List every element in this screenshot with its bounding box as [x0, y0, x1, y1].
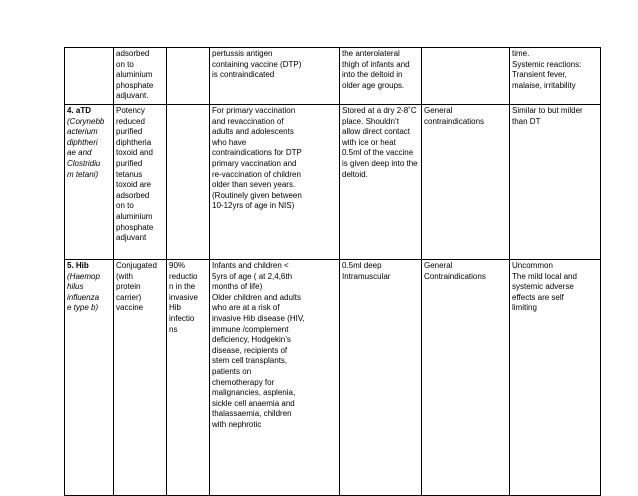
contraindications-line: General [424, 106, 453, 115]
cell-name [65, 260, 114, 496]
indications-line: Older children and adults [212, 292, 301, 302]
indications-line: who have [212, 137, 247, 147]
contraindications-line: Contraindications [424, 271, 486, 281]
organism-name-line: (Haemop [67, 271, 100, 281]
indications-line: malignancies, asplenia, [212, 388, 296, 398]
cell-composition [114, 260, 167, 496]
dose-route-line: is given deep into the [342, 158, 418, 168]
efficacy-line: Hib [169, 303, 182, 313]
cell-indications [210, 105, 340, 260]
organism-name-line: m tetani) [67, 169, 99, 179]
indications-line: patients on [212, 366, 252, 376]
organism-name-line: e type b) [67, 303, 99, 313]
composition-line: purified [116, 158, 143, 168]
organism-name-line: Clostridiu [67, 158, 101, 168]
adverse-effects-line: The mild local and [512, 271, 577, 281]
adverse-effects-line: Transient fever, [512, 70, 567, 80]
composition-line: aluminium [116, 211, 153, 221]
adverse-effects-line: limiting [512, 303, 537, 313]
cell-dose-route [340, 105, 422, 260]
dose-route-line: 0.5ml of the vaccine [342, 148, 414, 158]
table-row [65, 48, 601, 105]
cell-efficacy [167, 48, 210, 105]
dose-route-line: allow direct contact [342, 127, 411, 137]
composition-line: phosphate [116, 222, 154, 232]
composition-line: on to [116, 59, 134, 69]
indications-line: re-vaccination of children [212, 169, 301, 179]
cell-efficacy [167, 260, 210, 496]
composition-line: adjuvant [116, 233, 147, 243]
efficacy-line: 90% [169, 261, 186, 270]
contraindications-line: General [424, 261, 453, 270]
adverse-effects-line: than DT [512, 116, 541, 126]
indications-line: For primary vaccination [212, 106, 296, 115]
cell-efficacy [167, 105, 210, 260]
vaccine-name: 5. Hib [67, 261, 89, 270]
efficacy-line: invasive [169, 292, 198, 302]
organism-name-line: ae and [67, 148, 92, 158]
efficacy-line: reductio [169, 271, 198, 281]
indications-line: immune /complement [212, 324, 289, 334]
composition-line: adsorbed [116, 49, 150, 58]
composition-line: reduced [116, 116, 145, 126]
table-row [65, 260, 601, 496]
cell-indications [210, 48, 340, 105]
composition-line: aluminium [116, 70, 153, 80]
indications-line: Infants and children < [212, 261, 289, 270]
indications-line: primary vaccination and [212, 158, 297, 168]
adverse-effects-line: Systemic reactions: [512, 59, 582, 69]
dose-route-line: thigh of infants and [342, 59, 410, 69]
dose-route-line: Stored at a dry 2-8˚C [342, 106, 417, 115]
dose-route-line: place. Shouldn’t [342, 116, 399, 126]
indications-line: 5yrs of age ( at 2,4,6th [212, 271, 293, 281]
indications-line: deficiency, Hodgekin’s [212, 335, 291, 345]
organism-name-line: (Corynebb [67, 116, 105, 126]
efficacy-line: n in the [169, 282, 196, 292]
organism-name-line: diphtheri [67, 137, 98, 147]
organism-name-line: hilus [67, 282, 84, 292]
composition-line: tetanus [116, 169, 143, 179]
cell-composition [114, 105, 167, 260]
indications-line: contraindications for DTP [212, 148, 302, 158]
adverse-effects-line: effects are self [512, 292, 564, 302]
cell-composition [114, 48, 167, 105]
indications-line: adults and adolescents [212, 127, 294, 137]
indications-line: thalassaemia, children [212, 409, 292, 419]
cell-name [65, 48, 114, 105]
composition-line: diphtheria [116, 137, 152, 147]
adverse-effects-line: Uncommon [512, 261, 553, 270]
adverse-effects-line: malaise, irritability [512, 80, 576, 90]
dose-route-line: deltoid. [342, 169, 368, 179]
composition-line: purified [116, 127, 143, 137]
indications-line: who are at a risk of [212, 303, 280, 313]
adverse-effects-line: systemic adverse [512, 282, 574, 292]
composition-line: Conjugated [116, 261, 157, 270]
composition-line: Potency [116, 106, 145, 115]
indications-line: is contraindicated [212, 70, 275, 80]
indications-line: sickle cell anaemia and [212, 398, 295, 408]
cell-adverse-effects [510, 48, 601, 105]
vaccine-table [64, 47, 601, 496]
indications-line: chemotherapy for [212, 377, 275, 387]
adverse-effects-line: Similar to but milder [512, 106, 583, 115]
indications-line: and revaccination of [212, 116, 284, 126]
indications-line: older than seven years. [212, 180, 296, 190]
composition-line: phosphate [116, 80, 154, 90]
dose-route-line: the anterolateral [342, 49, 400, 58]
indications-line: with nephrotic [212, 419, 262, 429]
efficacy-line: ns [169, 324, 178, 334]
indications-line: disease, recipients of [212, 345, 288, 355]
composition-line: (with [116, 271, 133, 281]
efficacy-line: infectio [169, 313, 195, 323]
table-row [65, 105, 601, 260]
contraindications-line: contraindications [424, 116, 485, 126]
cell-name [65, 105, 114, 260]
vaccine-name: 4. aTD [67, 106, 92, 115]
indications-line: (Routinely given between [212, 190, 302, 200]
organism-name-line: acterium [67, 127, 98, 137]
indications-line: containing vaccine (DTP) [212, 59, 302, 69]
cell-contraindications [422, 260, 510, 496]
composition-line: toxoid are [116, 180, 152, 190]
indications-line: months of life) [212, 282, 263, 292]
dose-route-line: older age groups. [342, 80, 405, 90]
cell-dose-route [340, 260, 422, 496]
indications-line: pertussis antigen [212, 49, 273, 58]
dose-route-line: 0.5ml deep [342, 261, 382, 270]
adverse-effects-line: time. [512, 49, 530, 58]
composition-line: on to [116, 201, 134, 211]
composition-line: adsorbed [116, 190, 150, 200]
organism-name-line: influenza [67, 292, 100, 302]
indications-line: 10-12yrs of age in NIS) [212, 201, 295, 211]
composition-line: carrier) [116, 292, 142, 302]
cell-contraindications [422, 48, 510, 105]
indications-line: stem cell transplants, [212, 356, 288, 366]
cell-indications [210, 260, 340, 496]
dose-route-line: with ice or heat [342, 137, 396, 147]
cell-contraindications [422, 105, 510, 260]
indications-line: invasive Hib disease (HIV, [212, 313, 305, 323]
composition-line: adjuvant. [116, 91, 149, 101]
cell-dose-route [340, 48, 422, 105]
cell-adverse-effects [510, 105, 601, 260]
dose-route-line: into the deltoid in [342, 70, 403, 80]
dose-route-line: Intramuscular [342, 271, 391, 281]
composition-line: vaccine [116, 303, 144, 313]
composition-line: protein [116, 282, 141, 292]
composition-line: toxoid and [116, 148, 153, 158]
cell-adverse-effects [510, 260, 601, 496]
